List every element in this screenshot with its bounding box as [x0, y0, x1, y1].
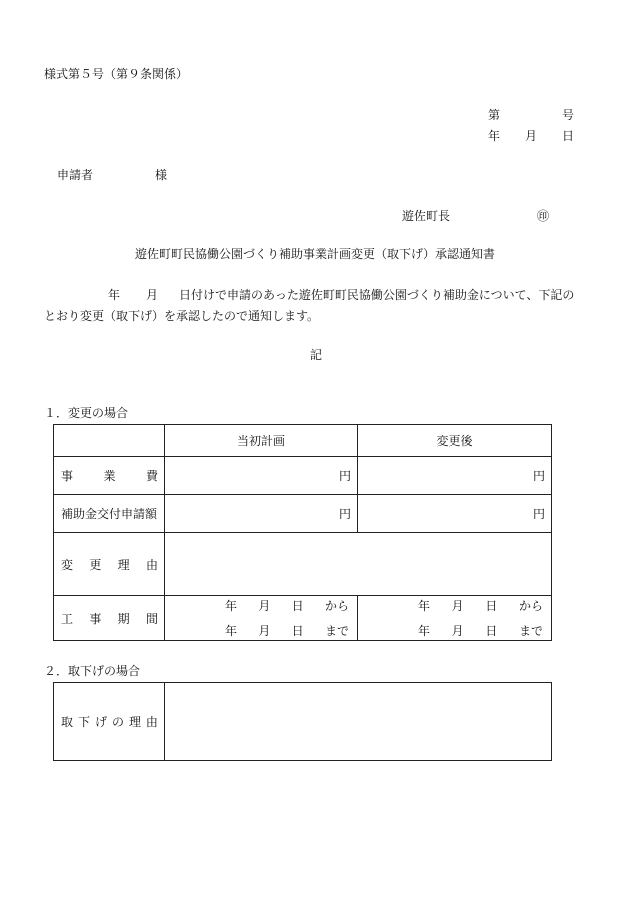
cost-original-cell [165, 457, 358, 495]
document-number [488, 108, 574, 122]
period-month: 月 [258, 599, 271, 613]
ki-label: 記 [310, 348, 323, 362]
period-changed-cell [358, 596, 552, 641]
cost-label-cell [54, 457, 165, 495]
period-day: 日 [291, 599, 304, 613]
body-month: 月 [146, 288, 159, 302]
seal-mark: ㊞ [537, 209, 550, 223]
body-year: 年 [108, 288, 121, 302]
section2-heading: ２．取下げの場合 [44, 664, 141, 678]
reason-label-cell [54, 533, 165, 596]
period-to-line [225, 622, 349, 639]
grant-label-cell [54, 495, 165, 533]
period-label: 工 事 期 間 [61, 611, 158, 626]
header-row [54, 425, 552, 457]
period-day: 日 [485, 599, 498, 613]
yen-unit: 円 [532, 507, 545, 521]
period-to-line [418, 622, 543, 639]
header-empty-cell [54, 425, 165, 457]
cost-changed-cell [358, 457, 552, 495]
yen-unit: 円 [532, 469, 545, 483]
yen-unit: 円 [338, 469, 351, 483]
body-line2: とおり変更（取下げ）を承認したので通知します。 [44, 309, 320, 323]
grant-changed-cell [358, 495, 552, 533]
period-original-cell [165, 596, 358, 641]
period-year: 年 [418, 599, 431, 613]
doc-number-suffix: 号 [561, 108, 574, 122]
withdrawal-label-cell [54, 683, 165, 761]
date-day: 日 [561, 129, 574, 143]
withdrawal-table [53, 682, 552, 761]
grant-row [54, 495, 552, 533]
period-from: から [324, 599, 349, 613]
date-year: 年 [488, 129, 501, 143]
period-month: 月 [451, 624, 464, 638]
header-original-plan: 当初計画 [165, 425, 358, 457]
applicant-honorific: 様 [155, 168, 168, 182]
period-from-line [418, 597, 543, 614]
form-number: 様式第５号（第９条関係） [44, 67, 189, 81]
date-month: 月 [524, 129, 537, 143]
section1-heading: １．変更の場合 [44, 406, 129, 420]
period-month: 月 [258, 624, 271, 638]
cost-row [54, 457, 552, 495]
issuer-title: 遊佐町長 [402, 209, 451, 223]
cost-label: 事 業 費 [61, 469, 158, 483]
change-table [53, 424, 552, 641]
yen-unit: 円 [338, 507, 351, 521]
period-from: から [518, 599, 543, 613]
grant-label: 補助金交付申請額 [61, 507, 158, 521]
issue-date [488, 129, 574, 143]
reason-value-cell [165, 533, 552, 596]
period-to: まで [324, 624, 349, 638]
document-title: 遊佐町町民協働公園づくり補助事業計画変更（取下げ）承認通知書 [134, 247, 495, 261]
applicant-label: 申請者 [57, 168, 94, 182]
period-month: 月 [451, 599, 464, 613]
header-changed: 変更後 [358, 425, 552, 457]
period-day: 日 [485, 624, 498, 638]
grant-original-cell [165, 495, 358, 533]
period-year: 年 [225, 624, 238, 638]
withdrawal-reason-label: 取 下 げ の 理 由 [61, 715, 158, 729]
doc-number-prefix: 第 [488, 108, 501, 122]
period-row [54, 596, 552, 641]
reason-row [54, 533, 552, 596]
body-line1: 日付けで申請のあった遊佐町町民協働公園づくり補助金について、下記の [179, 288, 575, 302]
period-from-line [225, 597, 349, 614]
withdrawal-value-cell [165, 683, 552, 761]
reason-label: 変 更 理 由 [61, 557, 158, 572]
period-year: 年 [418, 624, 431, 638]
period-day: 日 [291, 624, 304, 638]
period-label-cell [54, 596, 165, 641]
period-to: まで [518, 624, 543, 638]
period-year: 年 [225, 599, 238, 613]
withdrawal-row [54, 683, 552, 761]
